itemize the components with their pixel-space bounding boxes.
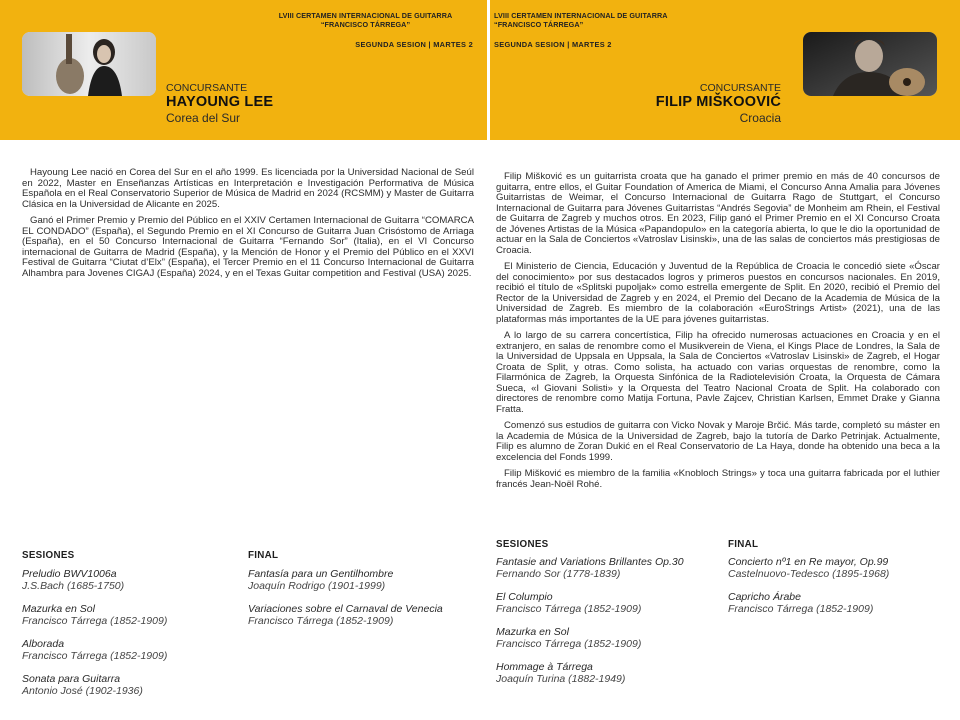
right-session-label: SEGUNDA SESION | MARTES 2 [494,40,612,49]
left-final-list [248,569,473,639]
page-gutter [487,0,490,720]
program-item [22,639,247,662]
left-event-line2: “FRANCISCO TÁRREGA” [320,20,411,29]
program-composer: Joaquín Rodrigo (1901-1999) [248,579,386,592]
left-sesiones-heading: SESIONES [22,550,75,561]
program-item [248,569,473,592]
program-title: Fantasía para un Gentilhombre [248,568,394,580]
program-title: Mazurka en Sol [22,603,95,615]
right-bio-paragraph: El Ministerio de Ciencia, Educación y Juventud de la República de Croacia le concedió siete «Óscar del conocimiento» por sus destacados logros y primeros puestos en concursos nacionales. En 2019, recibió el título de «Splitski pupoljak» como estrella emergente de Split. En 2020, recibió el Premio del Rector de la Universidad de Zagreb y en 2024, el Premio del Decano de la Academia de Música de la Universidad de Zagreb. Es miembro de la colaboración «EuroStrings Artist» (2021), una de las plataformas más importantes de la UE para jóvenes guitarristas. [496,261,940,325]
left-event-line1: LVIII CERTAMEN INTERNACIONAL DE GUITARRA [278,11,453,20]
left-contestant-photo [22,32,156,96]
program-item [248,604,473,627]
program-composer: Joaquín Turina (1882-1949) [496,672,626,685]
program-title: Fantasie and Variations Brillantes Op.30 [496,556,684,568]
program-composer: Fernando Sor (1778-1839) [496,567,621,580]
program-title: Hommage à Tárrega [496,661,593,673]
right-bio [496,172,940,496]
program-item [22,569,247,592]
right-contestant-name: FILIP MIŠKOOVIĆ [655,94,781,110]
program-item [22,604,247,627]
program-title: Preludio BWV1006a [22,568,117,580]
program-item [22,674,247,697]
left-session-label: SEGUNDA SESION | MARTES 2 [355,40,473,49]
program-composer: Francisco Tárrega (1852-1909) [22,614,168,627]
program-title: Capricho Árabe [728,591,801,603]
left-bio [22,168,474,285]
program-composer: Francisco Tárrega (1852-1909) [496,602,642,615]
right-event-line2: “FRANCISCO TÁRREGA” [494,20,584,29]
right-final-list [728,557,953,627]
left-bio-paragraph: Hayoung Lee nació en Corea del Sur en el año 1999. Es licenciada por la Universidad Nacional de Seúl en 2022, Master en Enseñanzas Artísticas en Interpretación e Investigación Performativa de Música Española en el Real Conservatorio Superior de Música de Madrid en 2024 (RCSMM) y Master de Guitarra Clásica en la Universidad de Alicante en 2025. [22,167,474,210]
program-title: Concierto nº1 en Re mayor, Op.99 [728,556,889,568]
right-bio-paragraph: A lo largo de su carrera concertística, Filip ha ofrecido numerosas actuaciones en Croacia y en el extranjero, en salas de renombre como el Musikverein de Viena, el Kings Place de Londres, la Sala de la Universidad de Uppsala en Uppsala, la Sala de Conciertos «Vatroslav Lisinski» de Zagreb, el Hogar Croata de Split, y otras. Como solista, ha actuado con varias orquestas de renombre, como la Filarmónica de Zagreb, la Orquesta Sinfónica de la Radiotelevisión Croata, la Orquesta de Cámara Sueca, «I Giovani Solisti» y la Orquesta del Teatro Nacional Croata de Split. Ha colaborado con directores de renombre como Matija Fortuna, Pavle Zajcev, Christian Karlsen, Emmet Drake y Gianna Fratta. [496,330,940,415]
program-item [496,592,721,615]
program-composer: Castelnuovo-Tedesco (1895-1968) [728,567,890,580]
program-composer: Francisco Tárrega (1852-1909) [496,637,642,650]
program-item [496,557,721,580]
program-title: El Columpio [496,591,553,603]
left-event-title [258,11,473,29]
program-item [496,662,721,685]
right-event-title [494,11,704,29]
program-title: Mazurka en Sol [496,626,569,638]
right-final-heading: FINAL [728,539,759,550]
left-contestant-tag: CONCURSANTE [166,82,248,94]
program-title: Variaciones sobre el Carnaval de Venecia [248,603,443,615]
program-item [728,592,953,615]
right-contestant-country: Croacia [739,111,781,125]
right-bio-paragraph: Filip Mišković es miembro de la familia «Knobloch Strings» y toca una guitarra fabricada por el luthier francés Jean-Noël Rohé. [496,468,940,490]
left-contestant-name: HAYOUNG LEE [166,94,274,110]
program-item [496,627,721,650]
program-title: Alborada [22,638,65,650]
left-contestant-country: Corea del Sur [166,111,241,125]
program-title: Sonata para Guitarra [22,673,121,685]
program-composer: J.S.Bach (1685-1750) [22,579,125,592]
left-contestant-block [166,82,273,125]
left-final-heading: FINAL [248,550,279,561]
right-bio-paragraph: Filip Mišković es un guitarrista croata que ha ganado el primer premio en más de 40 concursos de guitarra, entre ellos, el Guitar Foundation of America de Miami, el Concurso Anna Amalia para Jóvenes Guitarristas de Weimar, el Concurso Internacional de Guitarra Rago de Stuttgart, el Concurso Internacional de Guitarra para Jóvenes Guitarristas “Andrés Segovia” de Monheim am Rhein, el Festival de Guitarra de Zagreb y muchos otros. En 2023, Filip ganó el Primer Premio en el XI Concurso Croata de Jóvenes Artistas de la Música «Papandopulo» en la categoría abierta, lo que le dio la oportunidad de actuar en la Sala de Conciertos «Vatroslav Lisinski», una de las salas de conciertos más prestigiosas de Croacia. [496,171,940,256]
right-bio-paragraph: Comenzó sus estudios de guitarra con Vicko Novak y Maroje Brčić. Más tarde, completó su máster en la Academia de Música de la Universidad de Zagreb, bajo la tutoría de Darko Petrinjak. Actualmente, Filip es alumno de Zoran Dukić en el Real Conservatorio de La Haya, donde ha obtenido una beca a la excelencia del Fonds 1999. [496,420,940,463]
right-sesiones-list [496,557,721,697]
program-item [728,557,953,580]
left-bio-paragraph: Ganó el Primer Premio y Premio del Público en el XXIV Certamen Internacional de Guitarra “COMARCA EL CONDADO” (España), el Segundo Premio en el XI Concurso de Guitarra Juan Crisóstomo de Arriaga (España), en el 50 Concurso Internacional de Guitarra “Fernando Sor” (Italia), en el VI Concurso internacional de Guitarra de Madrid (España), y la Mención de Honor y el Premio del Público en el XXVI Festival de Guitarra “Ciutat d’Elx” (España), el Tercer Premio en el 11 Concurso Internacional de Guitarra Alhambra para Jovenes CIGAJ (España) 2024, y en el Texas Guitar competition and Festival (USA) 2025. [22,215,474,279]
program-composer: Francisco Tárrega (1852-1909) [248,614,394,627]
program-composer: Antonio José (1902-1936) [22,684,143,697]
right-event-line1: LVIII CERTAMEN INTERNACIONAL DE GUITARRA [494,11,668,20]
right-sesiones-heading: SESIONES [496,539,549,550]
right-contestant-photo [803,32,937,96]
right-contestant-block [656,82,781,125]
left-sesiones-list [22,569,247,709]
program-composer: Francisco Tárrega (1852-1909) [728,602,874,615]
program-composer: Francisco Tárrega (1852-1909) [22,649,168,662]
right-contestant-tag: CONCURSANTE [699,82,781,94]
